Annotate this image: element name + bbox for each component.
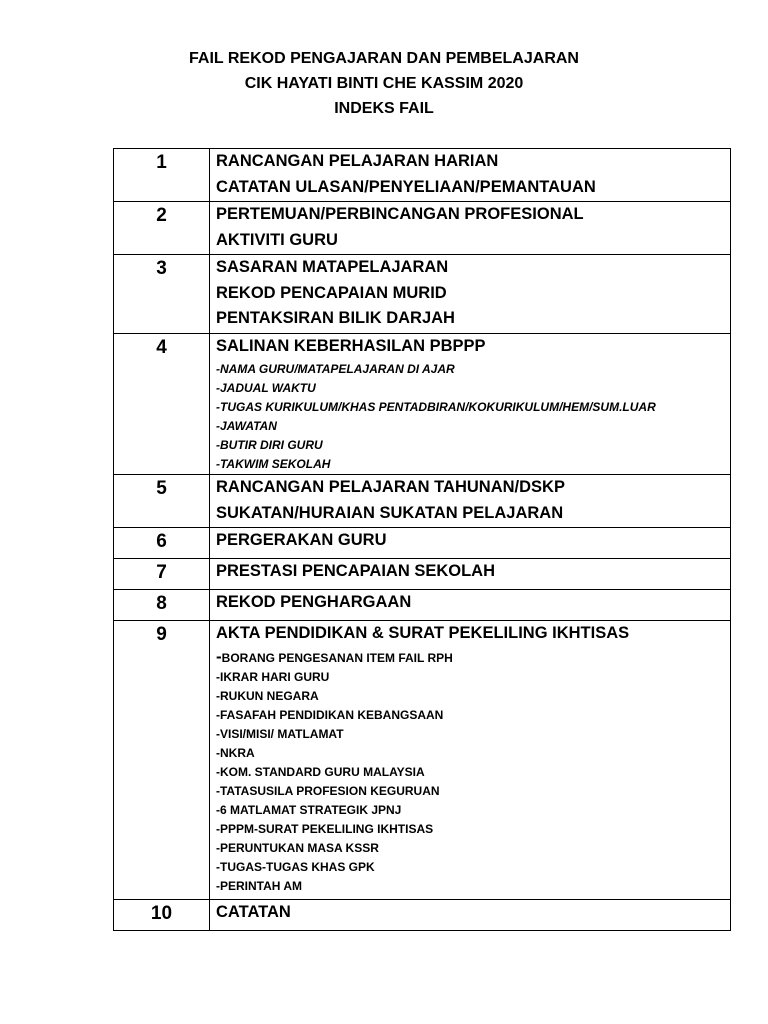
index-item: SALINAN KEBERHASILAN PBPPP — [216, 337, 486, 355]
row-number: 4 — [114, 334, 210, 475]
row-content — [210, 255, 731, 334]
index-item: AKTIVITI GURU — [216, 230, 338, 249]
index-row-7 — [114, 559, 731, 590]
document-header — [0, 46, 768, 121]
index-row-6 — [114, 528, 731, 559]
index-item: PRESTASI PENCAPAIAN SEKOLAH — [216, 562, 496, 580]
row-content — [210, 590, 731, 621]
index-item: REKOD PENCAPAIAN MURID — [216, 283, 447, 302]
index-item: RANCANGAN PELAJARAN TAHUNAN/DSKP — [216, 478, 565, 496]
index-subitem: -JADUAL WAKTU — [216, 380, 316, 395]
row-content — [210, 202, 731, 255]
index-subitem: -PERINTAH AM — [216, 878, 302, 893]
index-row-2 — [114, 202, 731, 255]
index-subitem: -6 MATLAMAT STRATEGIK JPNJ — [216, 802, 402, 817]
row-content — [210, 149, 731, 202]
row-number: 1 — [114, 149, 210, 202]
index-item: PENTAKSIRAN BILIK DARJAH — [216, 309, 455, 327]
index-item: SUKATAN/HURAIAN SUKATAN PELAJARAN — [216, 503, 564, 522]
row-number: 3 — [114, 255, 210, 334]
row-number: 6 — [114, 528, 210, 559]
row-content — [210, 559, 731, 590]
document-subtitle: INDEKS FAIL — [334, 100, 434, 117]
index-subitem: -IKRAR HARI GURU — [216, 669, 330, 684]
index-row-9 — [114, 621, 731, 900]
subitem-text: BORANG PENGESANAN ITEM FAIL RPH — [221, 650, 453, 665]
row-content — [210, 900, 731, 931]
file-index-table — [113, 148, 731, 931]
index-row-5 — [114, 475, 731, 528]
index-subitem: -VISI/MISI/ MATLAMAT — [216, 726, 344, 741]
index-subitem: -KOM. STANDARD GURU MALAYSIA — [216, 764, 425, 779]
index-item: AKTA PENDIDIKAN & SURAT PEKELILING IKHTISAS — [216, 624, 630, 642]
index-item: CATATAN — [216, 903, 291, 921]
index-item: PERTEMUAN/PERBINCANGAN PROFESIONAL — [216, 205, 584, 223]
row-content — [210, 475, 731, 528]
document-title: FAIL REKOD PENGAJARAN DAN PEMBELAJARAN — [189, 50, 579, 67]
index-subitem: -TATASUSILA PROFESION KEGURUAN — [216, 783, 440, 798]
index-subitem: -TUGAS-TUGAS KHAS GPK — [216, 859, 375, 874]
row-number: 5 — [114, 475, 210, 528]
row-number: 7 — [114, 559, 210, 590]
index-item: RANCANGAN PELAJARAN HARIAN — [216, 152, 499, 170]
row-number: 8 — [114, 590, 210, 621]
index-row-10 — [114, 900, 731, 931]
index-item: PERGERAKAN GURU — [216, 531, 387, 549]
index-subitem: -JAWATAN — [216, 418, 277, 433]
row-content — [210, 621, 731, 900]
index-row-1 — [114, 149, 731, 202]
index-item: REKOD PENGHARGAAN — [216, 593, 412, 611]
index-subitem: -TUGAS KURIKULUM/KHAS PENTADBIRAN/KOKURIKULUM/HEM/SUM.LUAR — [216, 399, 656, 414]
index-subitem — [216, 647, 726, 668]
index-subitem: -BUTIR DIRI GURU — [216, 437, 323, 452]
subitem-dash: - — [216, 646, 222, 666]
row-number: 2 — [114, 202, 210, 255]
index-subitem: -PPPM-SURAT PEKELILING IKHTISAS — [216, 821, 434, 836]
row-number: 10 — [114, 900, 210, 931]
index-row-3 — [114, 255, 731, 334]
document-owner: CIK HAYATI BINTI CHE KASSIM 2020 — [244, 75, 524, 92]
index-subitem: -TAKWIM SEKOLAH — [216, 456, 331, 471]
index-subitem: -FASAFAH PENDIDIKAN KEBANGSAAN — [216, 707, 444, 722]
index-row-8 — [114, 590, 731, 621]
index-subitem: -NKRA — [216, 745, 255, 760]
index-subitem: -NAMA GURU/MATAPELAJARAN DI AJAR — [216, 361, 455, 376]
row-number: 9 — [114, 621, 210, 900]
index-item: SASARAN MATAPELAJARAN — [216, 258, 449, 276]
row-content — [210, 528, 731, 559]
index-item: CATATAN ULASAN/PENYELIAAN/PEMANTAUAN — [216, 177, 596, 196]
index-row-4 — [114, 334, 731, 475]
index-subitem: -RUKUN NEGARA — [216, 688, 319, 703]
index-subitem: -PERUNTUKAN MASA KSSR — [216, 840, 379, 855]
row-content — [210, 334, 731, 475]
